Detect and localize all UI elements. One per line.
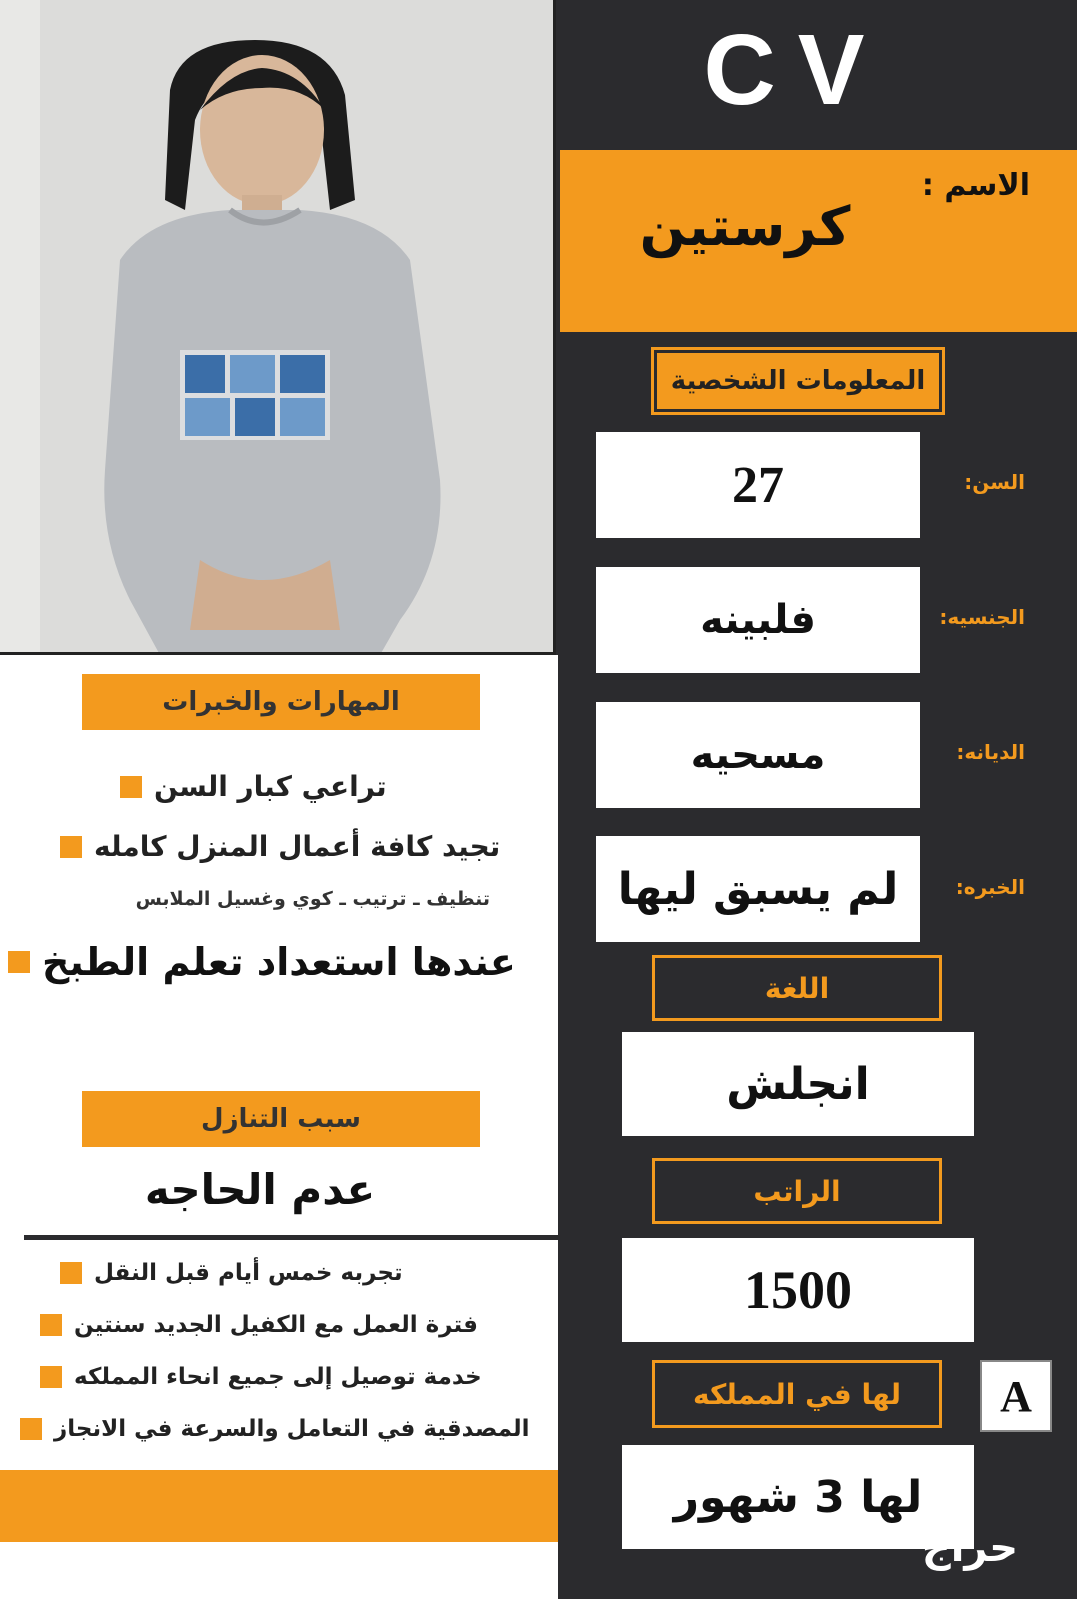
condition-item xyxy=(20,1416,550,1442)
condition-item xyxy=(40,1312,550,1338)
condition-text: تجربه خمس أيام قبل النقل xyxy=(94,1260,403,1286)
age-label: السن: xyxy=(964,470,1025,494)
section-divider xyxy=(24,1235,558,1240)
age-value: 27 xyxy=(596,432,920,538)
skill-text: تراعي كبار السن xyxy=(154,770,387,803)
religion-label: الديانه: xyxy=(956,740,1025,764)
religion-value: مسحيه xyxy=(596,702,920,808)
skill-item xyxy=(8,940,550,984)
bottom-orange-bar xyxy=(0,1470,558,1542)
reason-heading: سبب التنازل xyxy=(82,1091,480,1147)
reason-value: عدم الحاجه xyxy=(144,1165,376,1214)
bullet-square-icon xyxy=(60,836,82,858)
experience-value: لم يسبق ليها xyxy=(596,836,920,942)
name-label: الاسم : xyxy=(921,168,1030,203)
skill-item xyxy=(60,830,550,863)
salary-value: 1500 xyxy=(622,1238,974,1342)
skill-item xyxy=(120,770,550,803)
condition-text: فترة العمل مع الكفيل الجديد سنتين xyxy=(74,1312,478,1338)
language-heading: اللغة xyxy=(652,955,942,1021)
condition-text: خدمة توصيل إلى جميع انحاء المملكه xyxy=(74,1364,482,1390)
nationality-value: فلبينه xyxy=(596,567,920,673)
bullet-square-icon xyxy=(60,1262,82,1284)
skills-heading: المهارات والخبرات xyxy=(82,674,480,730)
profile-photo xyxy=(0,0,556,655)
cv-title: CV xyxy=(703,14,887,126)
nationality-label: الجنسيه: xyxy=(939,605,1025,629)
bullet-square-icon xyxy=(20,1418,42,1440)
personal-info-heading: المعلومات الشخصية xyxy=(654,350,942,412)
watermark: حراج xyxy=(921,1525,1019,1571)
in-kingdom-heading: لها في المملكه xyxy=(652,1360,942,1428)
person-illustration xyxy=(0,0,556,655)
skill-sub-note: تنظيف ـ ترتيب ـ كوي وغسيل الملابس xyxy=(135,888,490,910)
cooking-text: عندها استعداد تعلم الطبخ xyxy=(42,940,516,984)
grade-badge: A xyxy=(980,1360,1052,1432)
in-kingdom-value: لها 3 شهور xyxy=(622,1445,974,1549)
condition-text: المصدقية في التعامل والسرعة في الانجاز xyxy=(54,1416,530,1442)
condition-item xyxy=(40,1364,550,1390)
bullet-square-icon xyxy=(120,776,142,798)
bullet-square-icon xyxy=(40,1366,62,1388)
bullet-square-icon xyxy=(40,1314,62,1336)
condition-item xyxy=(60,1260,550,1286)
bullet-square-icon xyxy=(8,951,30,973)
salary-heading: الراتب xyxy=(652,1158,942,1224)
language-value: انجلش xyxy=(622,1032,974,1136)
skill-text: تجيد كافة أعمال المنزل كامله xyxy=(94,830,501,863)
experience-label: الخبره: xyxy=(955,875,1025,899)
name-value: كرستين xyxy=(639,195,851,258)
